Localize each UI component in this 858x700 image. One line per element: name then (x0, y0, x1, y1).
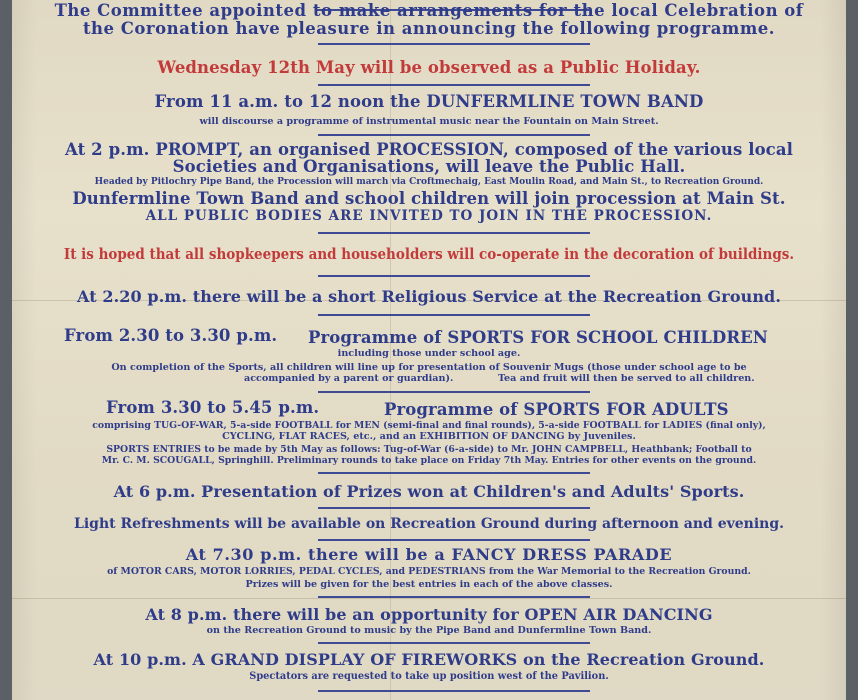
fireworks-line-2: Spectators are requested to take up position west of the Pavilion. (249, 671, 609, 682)
intro-line-2: the Coronation have pleasure in announcing the following programme. (82, 19, 776, 38)
fancy-dress-line-1: At 7.30 p.m. there will be a FANCY DRESS PARADE (185, 545, 673, 564)
divider (318, 507, 590, 509)
service-line: At 2.20 p.m. there will be a short Religious Service at the Recreation Ground. (76, 287, 782, 306)
adults-detail-4: Mr. C. M. SCOUGALL, Springhill. Preliminary rounds to take place on Friday 7th May. Entries for other events on the ground. (101, 455, 757, 466)
adults-title: Programme of SPORTS FOR ADULTS (384, 400, 729, 419)
adults-detail-2: CYCLING, FLAT RACES, etc., and an EXHIBITION OF DANCING by Juveniles. (222, 431, 636, 442)
procession-line-3: Dunfermline Town Band and school children will join procession at Main St. (72, 189, 786, 208)
coronation-programme-poster (12, 0, 846, 700)
paper-fold (12, 598, 846, 599)
decoration-line: It is hoped that all shopkeepers and householders will co-operate in the decoration of buildings. (63, 246, 795, 263)
prizes-line: At 6 p.m. Presentation of Prizes won at Children's and Adults' Sports. (113, 482, 745, 501)
children-sub: including those under school age. (337, 348, 521, 359)
divider (318, 391, 590, 393)
procession-detail: Headed by Pitlochry Pipe Band, the Procession will march via Croftmechaig, East Moulin Road, and Main St., to Recreation Ground. (94, 177, 764, 187)
refreshments-line: Light Refreshments will be available on Recreation Ground during afternoon and evening. (74, 516, 784, 532)
divider (318, 275, 590, 277)
children-detail-3: Tea and fruit will then be served to all children. (498, 373, 755, 384)
fancy-dress-line-2: of MOTOR CARS, MOTOR LORRIES, PEDAL CYCLES, and PEDESTRIANS from the War Memorial to the Recreation Ground. (107, 566, 751, 577)
adults-detail-3: SPORTS ENTRIES to be made by 5th May as follows: Tug-of-War (6-a-side) to Mr. JOHN CAMPBELL, Heathbank; Football to (106, 444, 752, 455)
procession-line-2: Societies and Organisations, will leave the Public Hall. (172, 157, 686, 176)
divider (318, 314, 590, 316)
adults-detail-1: comprising TUG-OF-WAR, 5-a-side FOOTBALL for MEN (semi-final and final rounds), 5-a-side FOOTBALL for LADIES (final only), (92, 420, 766, 431)
fireworks-line-1: At 10 p.m. A GRAND DISPLAY OF FIREWORKS on the Recreation Ground. (93, 650, 765, 669)
children-detail-1: On completion of the Sports, all children will line up for presentation of Souvenir Mugs (those under school age to be (111, 362, 747, 373)
fancy-dress-line-3: Prizes will be given for the best entries in each of the above classes. (245, 579, 613, 590)
divider (318, 232, 590, 234)
adults-time: From 3.30 to 5.45 p.m. (106, 398, 320, 417)
divider (318, 43, 590, 45)
procession-line-4: ALL PUBLIC BODIES ARE INVITED TO JOIN IN THE PROCESSION. (145, 208, 713, 224)
children-title: Programme of SPORTS FOR SCHOOL CHILDREN (308, 328, 768, 347)
children-detail-2: accompanied by a parent or guardian). (244, 373, 454, 384)
divider (318, 84, 590, 86)
band-line: From 11 a.m. to 12 noon the DUNFERMLINE TOWN BAND (154, 92, 704, 111)
dancing-line-2: on the Recreation Ground to music by the Pipe Band and Dunfermline Town Band. (206, 625, 652, 636)
intro-line-1: The Committee appointed to make arrangements for the local Celebration of (54, 1, 804, 20)
divider (318, 539, 590, 541)
divider (318, 690, 590, 692)
divider (318, 472, 590, 474)
children-time: From 2.30 to 3.30 p.m. (64, 326, 278, 345)
holiday-line: Wednesday 12th May will be observed as a Public Holiday. (157, 58, 701, 77)
procession-line-1: At 2 p.m. PROMPT, an organised PROCESSION, composed of the various local (64, 140, 793, 159)
band-detail: will discourse a programme of instrumental music near the Fountain on Main Street. (199, 116, 659, 127)
dancing-line-1: At 8 p.m. there will be an opportunity for OPEN AIR DANCING (145, 605, 713, 624)
divider (318, 642, 590, 644)
divider (318, 596, 590, 598)
divider (318, 134, 590, 136)
